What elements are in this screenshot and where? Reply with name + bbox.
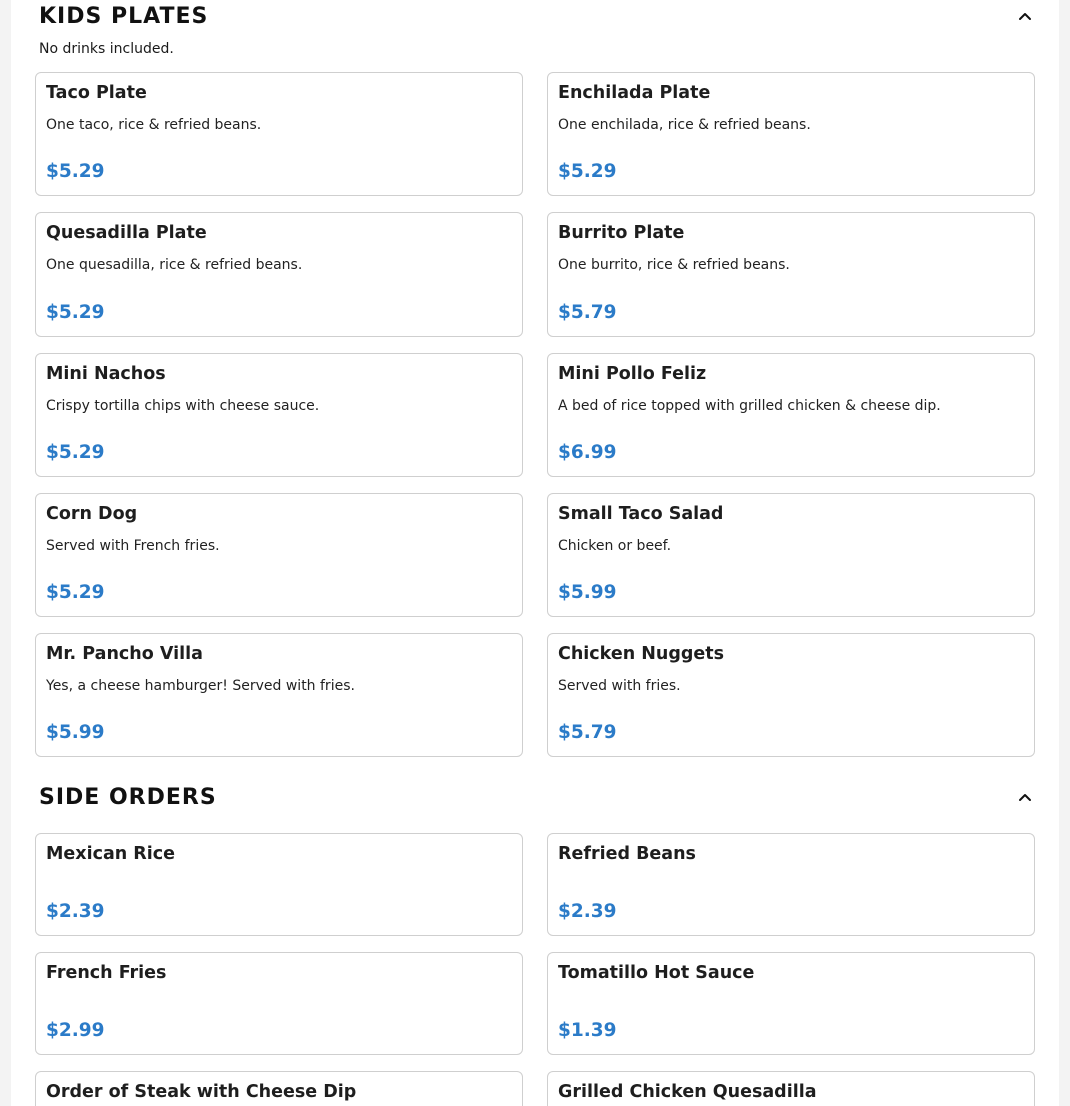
item-name: Chicken Nuggets [558, 644, 725, 664]
item-price: $6.99 [558, 442, 617, 463]
item-price: $5.79 [558, 722, 617, 743]
item-price: $5.99 [46, 722, 105, 743]
item-name: Mini Nachos [46, 364, 166, 384]
menu-item-card[interactable] [35, 493, 523, 617]
item-description: One enchilada, rice & refried beans. [558, 117, 811, 133]
item-name: Mexican Rice [46, 844, 176, 864]
item-description: One quesadilla, rice & refried beans. [46, 257, 303, 273]
item-name: Taco Plate [46, 83, 147, 103]
menu-item-card[interactable] [547, 1071, 1035, 1106]
item-name: Quesadilla Plate [46, 223, 207, 243]
section-note: No drinks included. [39, 41, 174, 57]
item-price: $5.29 [46, 582, 105, 603]
item-description: Crispy tortilla chips with cheese sauce. [46, 398, 320, 414]
item-description: A bed of rice topped with grilled chicken & cheese dip. [558, 398, 941, 414]
item-price: $5.29 [558, 161, 617, 182]
item-price: $2.39 [558, 901, 617, 922]
item-name: French Fries [46, 963, 167, 983]
item-price: $5.29 [46, 161, 105, 182]
item-description: Chicken or beef. [558, 538, 672, 554]
item-name: Tomatillo Hot Sauce [558, 963, 755, 983]
item-description: Yes, a cheese hamburger! Served with fries. [46, 678, 355, 694]
chevron-up-icon[interactable] [1015, 6, 1035, 26]
menu-item-card[interactable] [35, 212, 523, 337]
menu-item-card[interactable] [547, 952, 1035, 1055]
section-header-kids-plates[interactable] [39, 0, 1035, 34]
item-price: $5.99 [558, 582, 617, 603]
item-price: $5.79 [558, 302, 617, 323]
section-header-side-orders[interactable] [39, 781, 1035, 815]
item-name: Small Taco Salad [558, 504, 724, 524]
menu-item-card[interactable] [35, 833, 523, 936]
item-price: $5.29 [46, 442, 105, 463]
menu-item-card[interactable] [35, 72, 523, 196]
item-name: Enchilada Plate [558, 83, 711, 103]
item-price: $1.39 [558, 1020, 617, 1041]
item-price: $5.29 [46, 302, 105, 323]
menu-page [11, 0, 1059, 1106]
item-price: $2.39 [46, 901, 105, 922]
item-name: Mr. Pancho Villa [46, 644, 203, 664]
menu-item-card[interactable] [547, 72, 1035, 196]
menu-item-card[interactable] [547, 633, 1035, 757]
item-name: Refried Beans [558, 844, 696, 864]
section-title: SIDE ORDERS [39, 785, 217, 810]
menu-item-card[interactable] [547, 353, 1035, 477]
item-description: Served with fries. [558, 678, 681, 694]
item-price: $2.99 [46, 1020, 105, 1041]
item-name: Order of Steak with Cheese Dip [46, 1082, 357, 1102]
menu-item-card[interactable] [547, 493, 1035, 617]
menu-item-card[interactable] [547, 212, 1035, 337]
item-description: One taco, rice & refried beans. [46, 117, 262, 133]
item-description: One burrito, rice & refried beans. [558, 257, 790, 273]
menu-item-card[interactable] [35, 1071, 523, 1106]
item-description: Served with French fries. [46, 538, 220, 554]
item-name: Corn Dog [46, 504, 138, 524]
section-title: KIDS PLATES [39, 4, 209, 29]
menu-item-card[interactable] [35, 952, 523, 1055]
menu-item-card[interactable] [35, 633, 523, 757]
item-name: Grilled Chicken Quesadilla [558, 1082, 817, 1102]
item-name: Burrito Plate [558, 223, 685, 243]
menu-item-card[interactable] [35, 353, 523, 477]
item-name: Mini Pollo Feliz [558, 364, 707, 384]
chevron-up-icon[interactable] [1015, 787, 1035, 807]
menu-item-card[interactable] [547, 833, 1035, 936]
